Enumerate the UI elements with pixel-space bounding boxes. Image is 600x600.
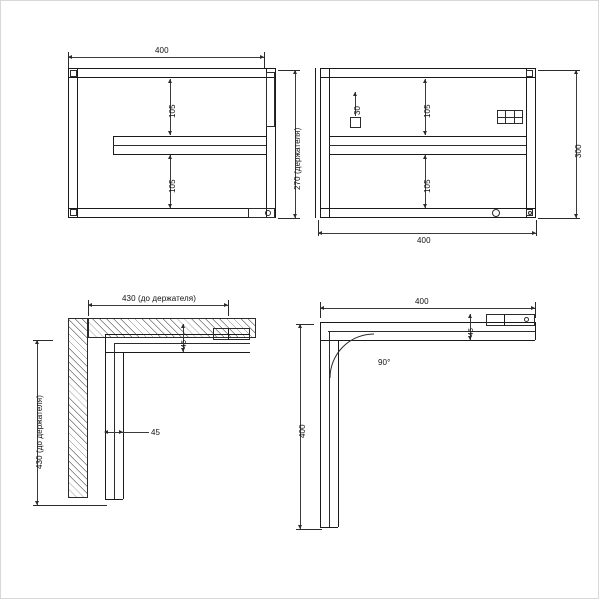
profile-dim-arrow-up-45 [468, 314, 472, 318]
profile-dim-arrow-down-45 [468, 336, 472, 340]
holder-fitting-divider [228, 328, 229, 340]
profile-holder-divider [504, 314, 505, 326]
profile-holder-hole [524, 317, 529, 322]
side-dim-arrow-up-105a [423, 79, 427, 83]
side-dim-arrow-down-105b [423, 204, 427, 208]
profile-ext-400-right [535, 302, 536, 318]
corner-fitting-bottom-left [70, 209, 77, 216]
dim-arrow-left-45h [104, 430, 108, 434]
side-dim-arrow-down-105a [423, 131, 427, 135]
ext-line-300-top [538, 70, 580, 71]
dim-label-105-lower: 105 [168, 179, 177, 193]
side-outer-left-edge [320, 68, 321, 218]
side-outer-right-inner-edge [526, 68, 527, 218]
outer-right-edge [275, 68, 276, 218]
mid-bar-center-line [113, 145, 266, 146]
outer-bottom-edge [68, 217, 275, 218]
dim-label-45-vertical: 45 [181, 340, 188, 348]
profile-leg-left-edge [320, 322, 321, 527]
ext-line-400b-left [318, 220, 319, 236]
dim-line-400-top [68, 57, 264, 58]
outer-left-inner-edge [77, 68, 78, 218]
profile-dim-label-400-top: 400 [415, 297, 429, 306]
dim-label-430-top: 430 (до держателя) [122, 294, 196, 303]
side-dim-arrow-up-105b [423, 155, 427, 159]
ext-line-430t-left [88, 300, 89, 316]
ext-line-270-top [278, 70, 300, 71]
mounting-hole-bottom [265, 210, 271, 216]
outer-bottom-inner-edge [68, 208, 275, 209]
ext-line-270-bottom [278, 218, 300, 219]
profile-dim-label-400-left: 400 [298, 424, 307, 438]
side-detail-div1 [505, 110, 506, 124]
bracket-bottom-horizontal-edge [105, 352, 250, 353]
dim-label-45-horizontal: 45 [151, 428, 161, 437]
dim-arrow-up-45v [181, 324, 185, 328]
ext-line-430l-bottom [33, 505, 107, 506]
side-outer-top-inner-edge [320, 77, 535, 78]
wall-mount-section-view [0, 280, 300, 540]
side-mounting-hole-bottom [492, 209, 500, 217]
side-view [300, 0, 600, 260]
side-corner-fitting-top-right [526, 70, 533, 77]
dim-arrow-down-105b [168, 204, 172, 208]
ext-line-430t-right [228, 300, 229, 316]
dim-label-430-left: 430 (до держателя) [35, 395, 44, 469]
profile-view [300, 280, 600, 560]
ext-line-430l-top [33, 340, 53, 341]
side-outer-top-edge [320, 68, 535, 69]
profile-ext-400v-top [296, 324, 314, 325]
dim-arrow-up-105a [168, 79, 172, 83]
dim-line-430-top [88, 305, 228, 306]
side-outer-bottom-inner-edge [320, 208, 535, 209]
angle-label-90: 90° [378, 358, 391, 367]
dim-label-30: 30 [353, 105, 362, 115]
profile-leg-bottom-cap [320, 527, 338, 528]
profile-dim-line-400-top [320, 308, 535, 309]
dim-arrow-down-45v [181, 348, 185, 352]
outer-top-edge [68, 68, 275, 69]
bracket-vertical-right-edge [123, 352, 124, 499]
side-mid-bar-top-edge [329, 136, 526, 137]
dim-leader-45-horizontal [123, 432, 149, 433]
wall-hatch-vertical [68, 318, 88, 498]
dim-label-270: 270 (держателя) [293, 127, 302, 190]
side-mid-bar-center-line [329, 145, 526, 146]
dim-arrow-down-105a [168, 131, 172, 135]
corner-fitting-top-left [70, 70, 77, 77]
dim-arrow-up-105b [168, 155, 172, 159]
mid-bar-bottom-edge [113, 154, 266, 155]
bracket-vertical-left-edge [105, 334, 106, 499]
profile-arm-right-cap [535, 322, 536, 340]
detail-square-30 [350, 117, 361, 128]
profile-ext-400v-bottom [296, 529, 322, 530]
outer-top-inner-edge [68, 77, 275, 78]
profile-ext-400-left [320, 302, 321, 318]
side-mounting-hole-corner [528, 211, 532, 215]
dim-label-300: 300 [574, 144, 583, 158]
ext-line-400b-right [536, 220, 537, 236]
dim-label-105-upper: 105 [168, 104, 177, 118]
profile-dim-label-45: 45 [468, 328, 475, 336]
ext-line-left [68, 52, 69, 68]
outer-left-edge [68, 68, 69, 218]
side-detail-center [497, 117, 523, 118]
ext-line-300-bottom [538, 218, 580, 219]
dim-line-400-bottom [318, 233, 536, 234]
dim-label-400-bottom: 400 [417, 236, 431, 245]
side-outer-bottom-edge [320, 217, 535, 218]
ext-line-right [264, 52, 265, 68]
side-outer-right-edge [535, 68, 536, 218]
dim-arrow-up-30 [353, 92, 357, 96]
front-view [0, 0, 320, 260]
mid-bar-top-edge [113, 136, 266, 137]
side-outer-left-inner-edge [329, 68, 330, 218]
side-left-fitting-edge [315, 68, 316, 218]
holder-fitting [213, 328, 250, 340]
end-fitting-right [266, 72, 275, 127]
dim-label-400-top: 400 [155, 46, 169, 55]
side-detail-div2 [514, 110, 515, 124]
angle-arc-icon [328, 332, 398, 402]
bracket-vertical-center-line [114, 343, 115, 499]
side-mid-bar-bottom-edge [329, 154, 526, 155]
dim-arrow-right-45h [119, 430, 123, 434]
side-dim-label-105-lower: 105 [423, 179, 432, 193]
bracket-bottom-cap [105, 499, 123, 500]
side-dim-label-105-upper: 105 [423, 104, 432, 118]
